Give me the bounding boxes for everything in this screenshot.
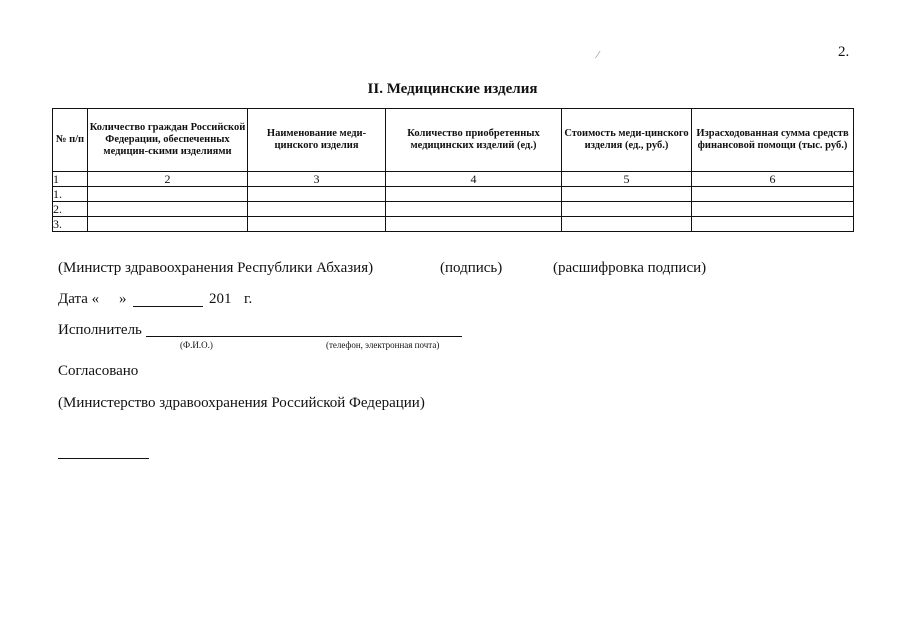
column-number: 1 bbox=[53, 172, 88, 187]
table-cell bbox=[386, 187, 562, 202]
table-cell bbox=[562, 187, 692, 202]
table-cell bbox=[248, 187, 386, 202]
table-cell bbox=[562, 217, 692, 232]
table-cell bbox=[88, 187, 248, 202]
table-cell bbox=[692, 187, 854, 202]
column-number: 5 bbox=[562, 172, 692, 187]
date-year-suffix: г. bbox=[244, 291, 253, 307]
table-header-row bbox=[53, 109, 854, 172]
page-number: 2. bbox=[838, 44, 850, 60]
minister-label: (Министр здравоохранения Республики Абхазия) bbox=[58, 260, 374, 276]
signature-label: (подпись) bbox=[440, 260, 503, 276]
executor-line bbox=[146, 336, 462, 337]
header-funds-spent: Израсходованная сумма средств финансовой помощи (тыс. руб.) bbox=[692, 109, 854, 172]
agreed-label: Согласовано bbox=[58, 363, 139, 379]
header-citizens-count: Количество граждан Российской Федерации, обеспеченных медицин-скими изделиями bbox=[88, 109, 248, 172]
table-cell bbox=[692, 202, 854, 217]
executor-contacts-caption: (телефон, электронная почта) bbox=[326, 340, 440, 350]
column-numbers-row bbox=[53, 172, 854, 187]
table-row bbox=[53, 187, 854, 202]
column-number: 4 bbox=[386, 172, 562, 187]
row-number: 1. bbox=[53, 187, 88, 202]
column-number: 6 bbox=[692, 172, 854, 187]
date-month-line bbox=[133, 306, 203, 307]
agreed-ministry-label: (Министерство здравоохранения Российской Федерации) bbox=[58, 395, 425, 411]
date-label: Дата « bbox=[58, 291, 100, 307]
table-cell bbox=[88, 202, 248, 217]
header-devices-purchased: Количество приобретенных медицинских изделий (ед.) bbox=[386, 109, 562, 172]
header-device-name: Наименование меди-цинского изделия bbox=[248, 109, 386, 172]
medical-devices-table bbox=[52, 108, 854, 232]
date-close-quote: » bbox=[119, 291, 127, 307]
table-cell bbox=[386, 202, 562, 217]
table-cell bbox=[386, 217, 562, 232]
footnote-divider bbox=[58, 458, 149, 459]
column-number: 3 bbox=[248, 172, 386, 187]
date-year: 201 bbox=[209, 291, 232, 307]
row-number: 2. bbox=[53, 202, 88, 217]
table-cell bbox=[692, 217, 854, 232]
signature-decode-label: (расшифровка подписи) bbox=[553, 260, 707, 276]
scan-mark: ⁄ bbox=[597, 50, 599, 61]
table-cell bbox=[248, 217, 386, 232]
table-row bbox=[53, 202, 854, 217]
header-row-number: № п/п bbox=[53, 109, 88, 172]
executor-fio-caption: (Ф.И.О.) bbox=[180, 340, 213, 350]
header-device-cost: Стоимость меди-цинского изделия (ед., руб.) bbox=[562, 109, 692, 172]
table-cell bbox=[248, 202, 386, 217]
section-title: II. Медицинские изделия bbox=[367, 81, 538, 97]
executor-label: Исполнитель bbox=[58, 322, 142, 338]
table-cell bbox=[562, 202, 692, 217]
column-number: 2 bbox=[88, 172, 248, 187]
table-row bbox=[53, 217, 854, 232]
table-cell bbox=[88, 217, 248, 232]
row-number: 3. bbox=[53, 217, 88, 232]
